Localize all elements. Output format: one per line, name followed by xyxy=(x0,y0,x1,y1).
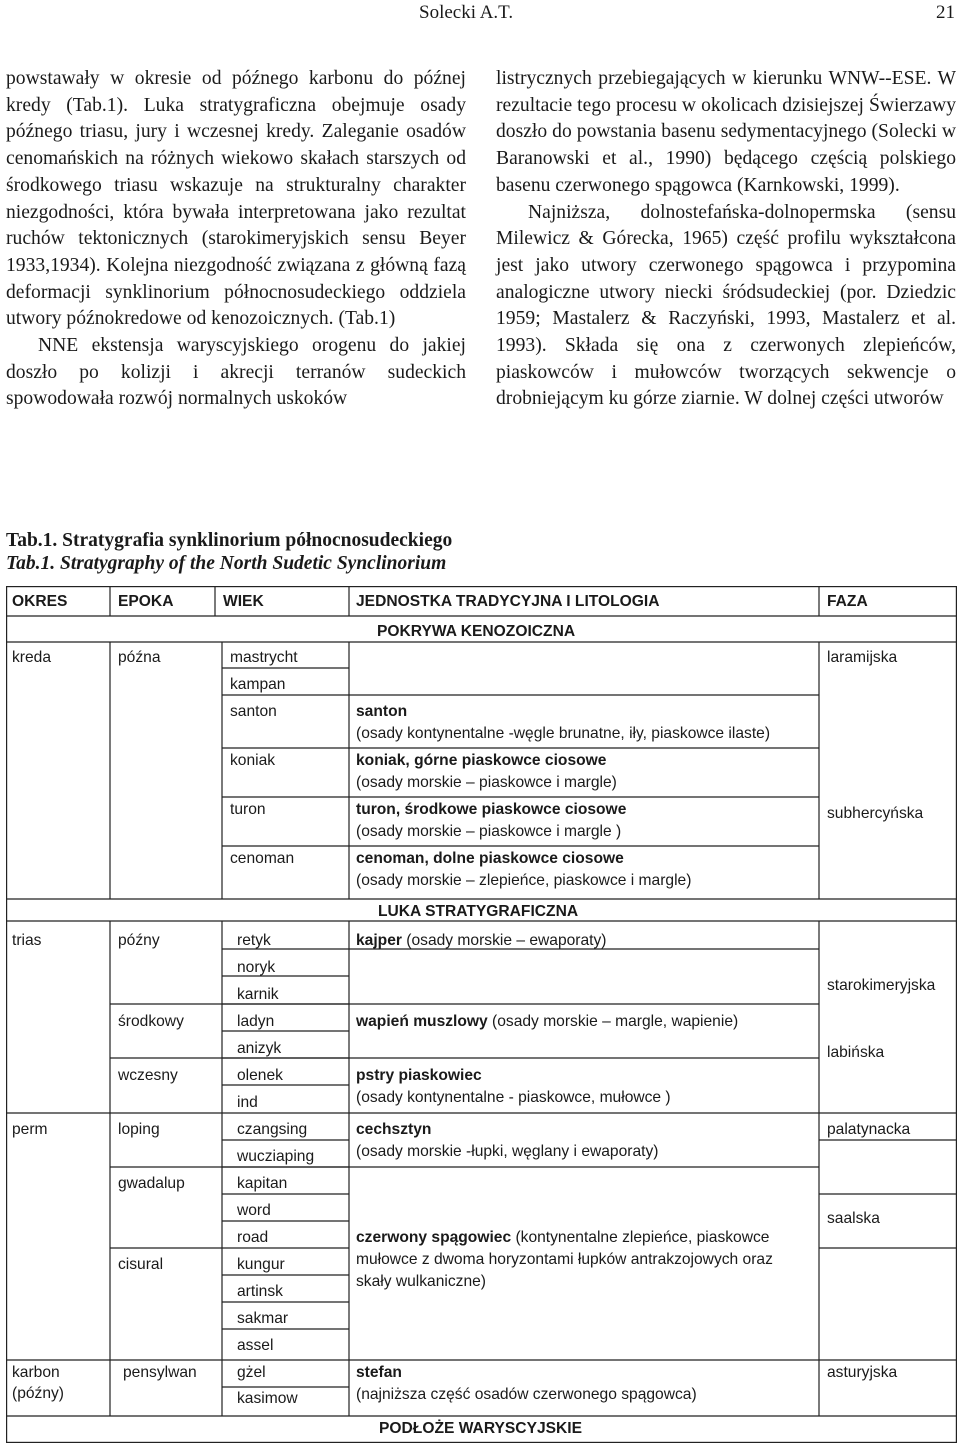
unit-title: pstry piaskowiec xyxy=(356,1067,482,1084)
wiek-cell: kasimow xyxy=(237,1390,298,1407)
okres-cell: perm xyxy=(12,1121,48,1138)
wiek-cell: mastrycht xyxy=(230,649,298,666)
epoka-cell: środkowy xyxy=(118,1013,184,1030)
unit-title: santon xyxy=(356,703,408,720)
wiek-cell: retyk xyxy=(237,932,271,949)
wiek-cell: koniak xyxy=(230,752,276,769)
unit-description: (osady kontynentalne - piaskowce, mułowce ) xyxy=(356,1089,671,1106)
unit-title: kajper xyxy=(356,932,402,949)
epoka-cell: wczesny xyxy=(118,1067,178,1084)
paragraph: NNE ekstensja waryscyjskiego orogenu do jakiej doszło po kolizji i akrecji terranów sudeckich spowodowała rozwój normalnych uskoków xyxy=(6,335,466,410)
okres-cell: (późny) xyxy=(12,1385,64,1402)
wiek-cell: road xyxy=(237,1229,269,1246)
unit-kajper xyxy=(356,932,606,950)
paragraph: powstawały w okresie od późnego karbonu do późnej kredy (Tab.1). Luka stratygraficzna obejmuje osady późnego triasu, jury i wczesnej kredy. Zaleganie osadów cenomańskich na różnych wiekowo skałach starszych od środkowego triasu wskazuje na strukturalny charakter niezgodności, która bywała interpretowana jako rezultat ruchów tektonicznych (starokimeryjskich sensu Beyer 1933,1934). Kolejna niezgodność związana z główną fazą deformacji synklinorium północnosudeckiego oddziela utwory późnokredowe od kenozoicznych. (Tab.1) xyxy=(6,68,466,330)
unit-description: (osady morskie – zlepieńce, piaskowce i margle) xyxy=(356,872,692,889)
unit-wapien xyxy=(356,1013,738,1031)
wiek-cell: ind xyxy=(237,1094,258,1111)
unit-description: (osady morskie – margle, wapienie) xyxy=(487,1013,739,1030)
unit-czerwony xyxy=(356,1229,769,1247)
unit-title: wapień muszlowy xyxy=(356,1013,488,1030)
okres-cell: karbon xyxy=(12,1364,60,1381)
okres-cell: kreda xyxy=(12,649,52,666)
epoka-cell: późna xyxy=(118,649,161,666)
unit-title: koniak, górne piaskowce ciosowe xyxy=(356,752,607,769)
unit-title: cechsztyn xyxy=(356,1121,432,1138)
wiek-cell: cenoman xyxy=(230,850,295,867)
wiek-cell: kapitan xyxy=(237,1175,288,1192)
unit-title: turon, środkowe piaskowce ciosowe xyxy=(356,801,627,818)
stratigraphy-table xyxy=(6,586,957,1443)
left-text-column xyxy=(6,66,466,413)
okres-cell: trias xyxy=(12,932,42,949)
unit-description: (osady morskie -łupki, węglany i ewaporaty) xyxy=(356,1143,659,1160)
header-faza: FAZA xyxy=(827,593,868,610)
wiek-cell: kampan xyxy=(230,676,286,693)
wiek-cell: olenek xyxy=(237,1067,283,1084)
faza-cell: asturyjska xyxy=(827,1364,898,1381)
wiek-cell: czangsing xyxy=(237,1121,308,1138)
faza-cell: starokimeryjska xyxy=(827,977,936,994)
unit-description: (osady morskie – piaskowce i margle ) xyxy=(356,823,622,840)
epoka-cell: gwadalup xyxy=(118,1175,185,1192)
paragraph: listrycznych przebiegających w kierunku WNW--ESE. W rezultacie tego procesu w okolicach dzisiejszej Świerzawy doszło do powstania basenu sedymentacyjnego (Solecki w Baranowski et al., 1990) będącego częścią polskiego basenu czerwonego spągowca (Karnkowski, 1999). xyxy=(496,68,956,196)
wiek-cell: santon xyxy=(230,703,277,720)
wiek-cell: artinsk xyxy=(237,1283,283,1300)
wiek-cell: gżel xyxy=(237,1364,266,1381)
faza-cell: subhercyńska xyxy=(827,805,924,822)
header-wiek: WIEK xyxy=(223,593,264,610)
unit-description: (osady morskie – piaskowce i margle) xyxy=(356,774,617,791)
wiek-cell: sakmar xyxy=(237,1310,289,1327)
wiek-cell: anizyk xyxy=(237,1040,282,1057)
wiek-cell: noryk xyxy=(237,959,276,976)
epoka-cell: cisural xyxy=(118,1256,164,1273)
header-jednostka: JEDNOSTKA TRADYCYJNA I LITOLOGIA xyxy=(356,593,660,610)
unit-description: skały wulkaniczne) xyxy=(356,1273,486,1290)
wiek-cell: turon xyxy=(230,801,266,818)
section-luka: LUKA STRATYGRAFICZNA xyxy=(378,903,579,920)
unit-description: (osady kontynentalne -węgle brunatne, iły, piaskowce ilaste) xyxy=(356,725,771,742)
unit-description: (osady morskie – ewaporaty) xyxy=(401,932,607,949)
unit-description: (kontynentalne zlepieńce, piaskowce xyxy=(511,1229,770,1246)
page-number: 21 xyxy=(936,2,955,23)
running-author: Solecki A.T. xyxy=(419,2,514,23)
wiek-cell: karnik xyxy=(237,986,279,1003)
table-caption-pl: Tab.1. Stratygrafia synklinorium północnosudeckiego xyxy=(6,530,453,551)
wiek-cell: word xyxy=(237,1202,271,1219)
faza-cell: labińska xyxy=(827,1044,885,1061)
epoka-cell: pensylwan xyxy=(123,1364,197,1381)
unit-title: stefan xyxy=(356,1364,402,1381)
wiek-cell: kungur xyxy=(237,1256,285,1273)
faza-cell: saalska xyxy=(827,1210,880,1227)
header-okres: OKRES xyxy=(12,593,68,610)
wiek-cell: assel xyxy=(237,1337,274,1354)
unit-title: cenoman, dolne piaskowce ciosowe xyxy=(356,850,624,867)
epoka-cell: loping xyxy=(118,1121,160,1138)
section-pokrywa: POKRYWA KENOZOICZNA xyxy=(377,623,576,640)
faza-cell: laramijska xyxy=(827,649,898,666)
paragraph: Najniższa, dolnostefańska-dolnopermska (sensu Milewicz & Górecka, 1965) część profilu wykształcona jest jako utwory czerwonego spągowca i przypomina analogiczne utwory niecki śródsudeckiej (por. Dziedzic 1959; Mastalerz & Raczyński, 1993, Mastalerz et al. 1993). Składa się ona z czerwonych zlepieńców, piaskowców i mułowców tworzących sekwencje o drobniejącym ku górze ziarnie. W dolnej części utworów xyxy=(496,201,956,410)
unit-description: mułowce z dwoma horyzontami łupków antrakzojowych oraz xyxy=(356,1251,773,1268)
table-caption-en: Tab.1. Stratygraphy of the North Sudetic Synclinorium xyxy=(6,553,447,574)
wiek-cell: ladyn xyxy=(237,1013,275,1030)
page-header xyxy=(0,2,960,26)
faza-cell: palatynacka xyxy=(827,1121,911,1138)
wiek-cell: wucziaping xyxy=(237,1148,315,1165)
section-podloze: PODŁOŻE WARYSCYJSKIE xyxy=(379,1420,583,1437)
unit-title: czerwony spągowiec xyxy=(356,1229,512,1246)
header-epoka: EPOKA xyxy=(118,593,174,610)
right-text-column xyxy=(496,66,956,413)
unit-description: (najniższa część osadów czerwonego spągowca) xyxy=(356,1386,697,1403)
epoka-cell: późny xyxy=(118,932,160,949)
